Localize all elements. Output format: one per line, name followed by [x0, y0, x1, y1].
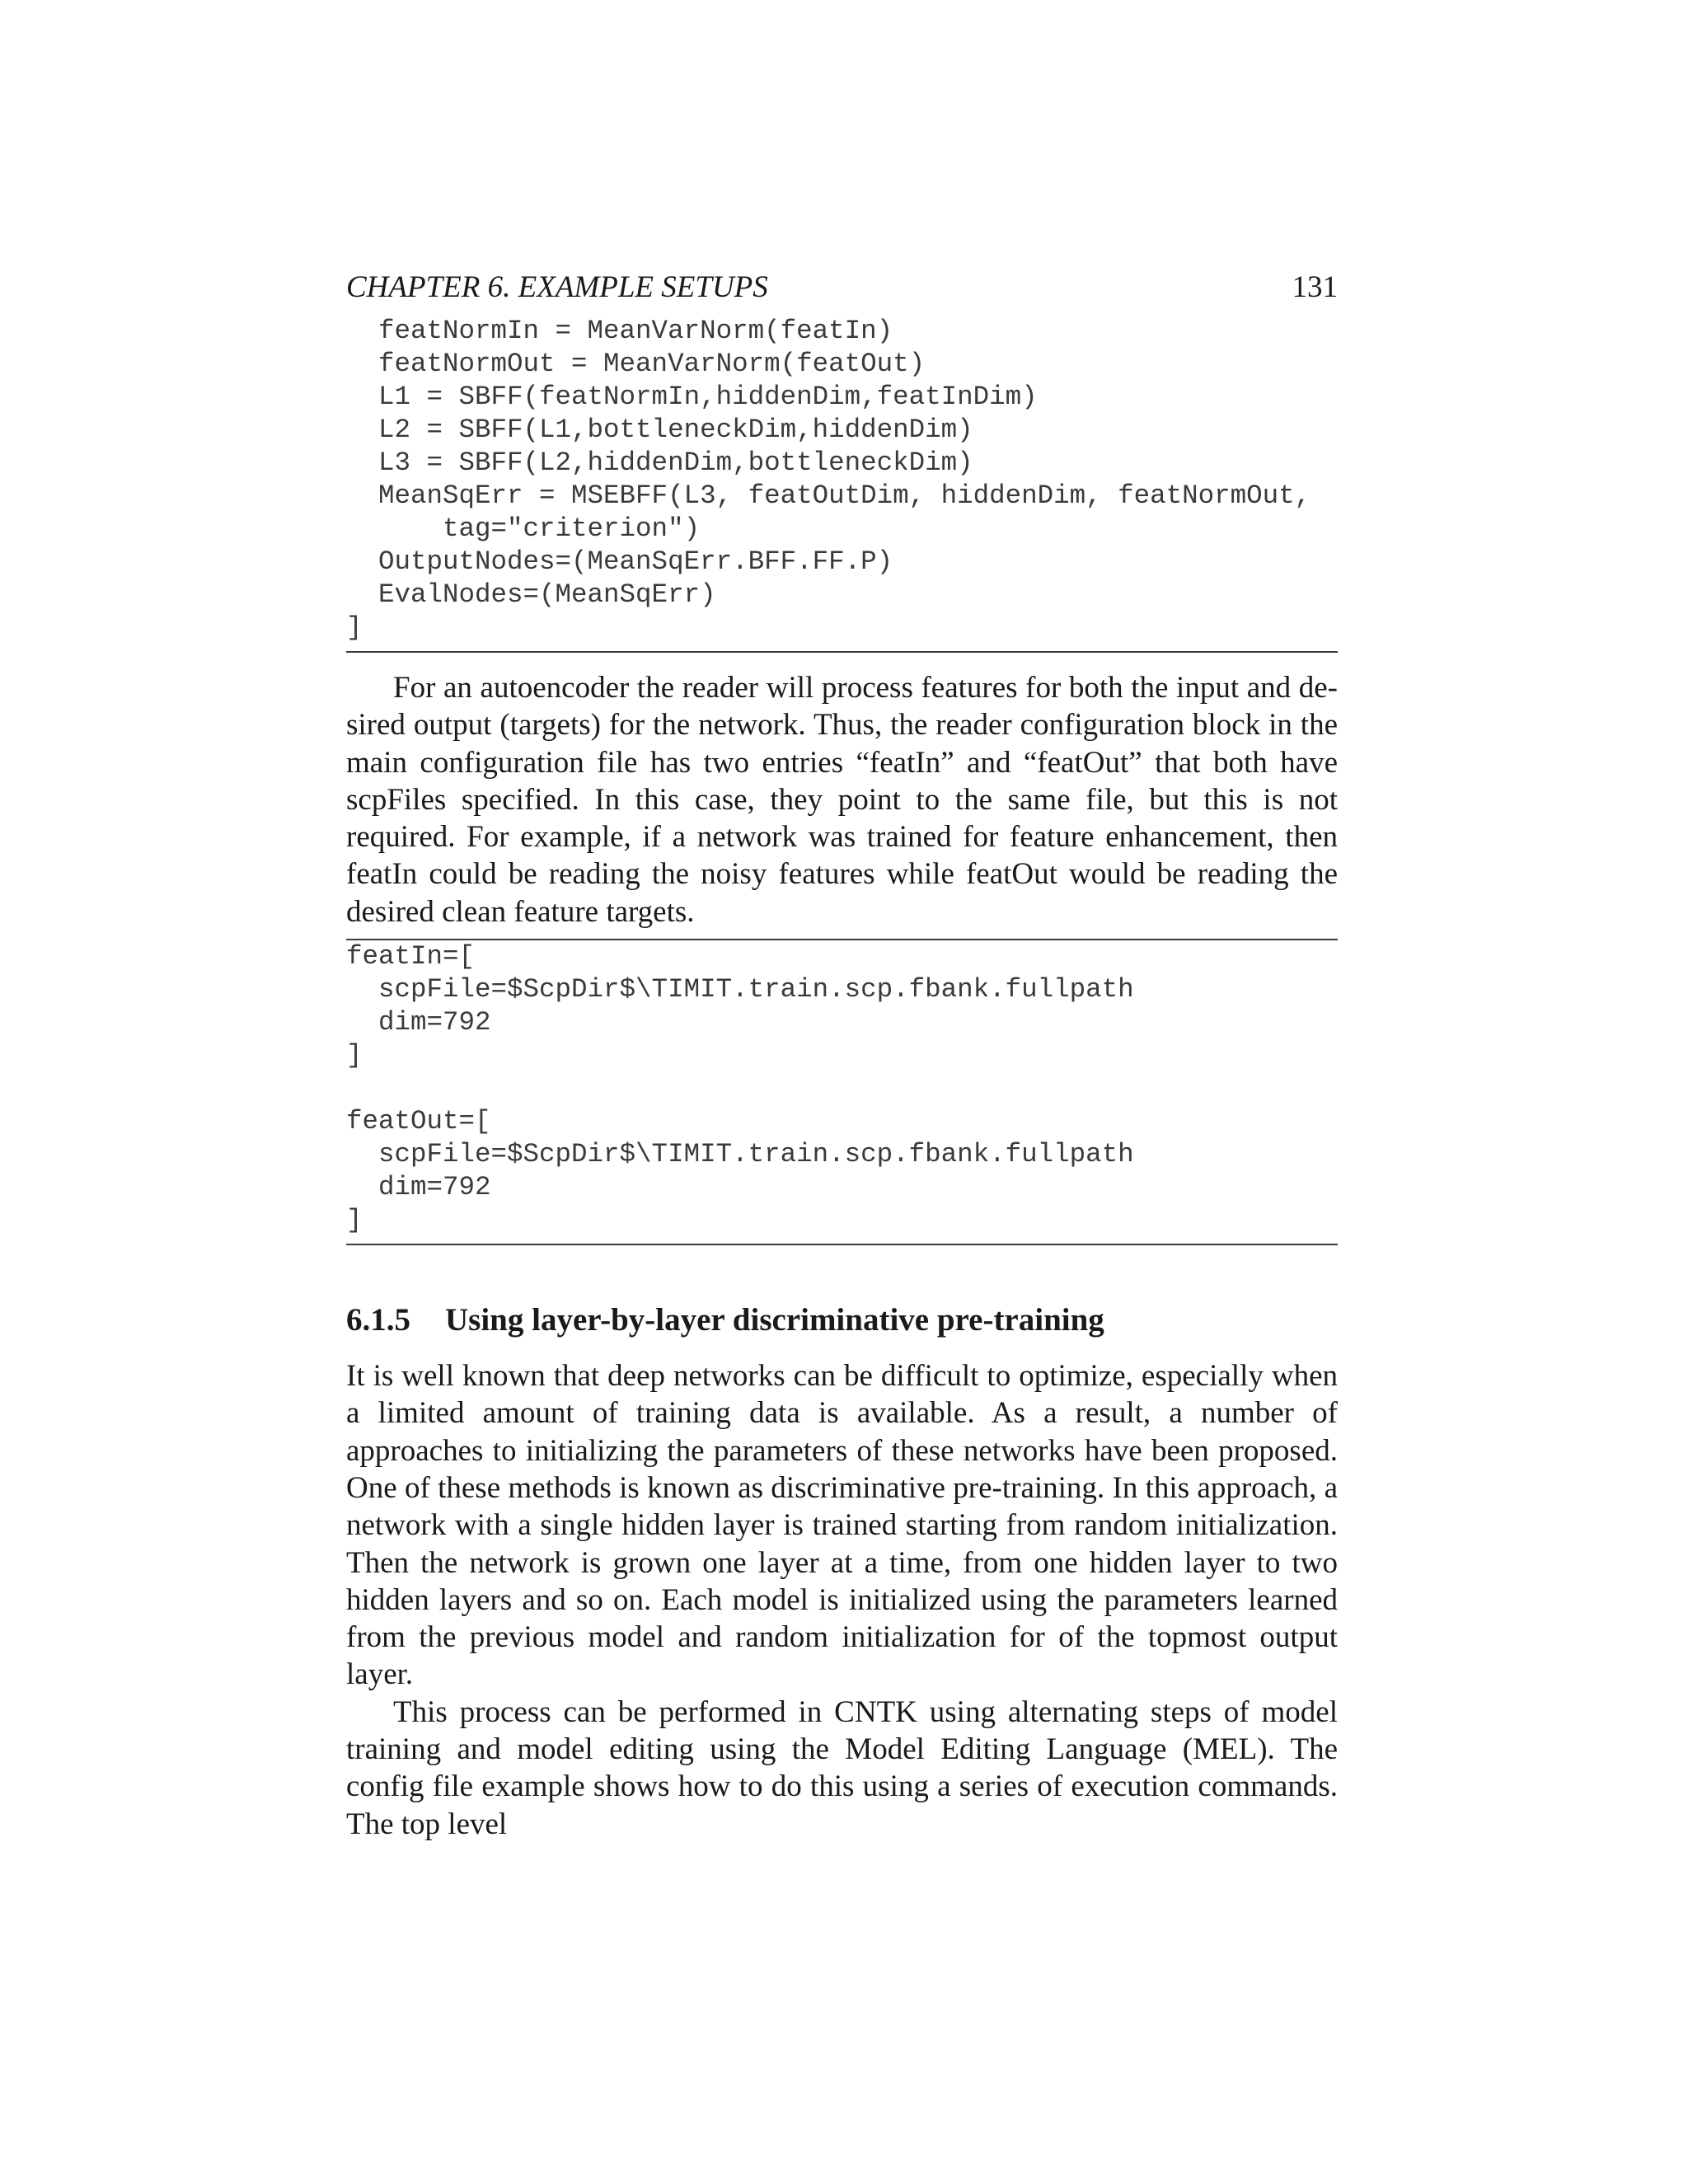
- running-header: [346, 262, 1338, 315]
- section-heading: [346, 1300, 1338, 1341]
- page-number: 131: [1292, 270, 1338, 304]
- section-number: 6.1.5: [346, 1302, 410, 1338]
- chapter-title: CHAPTER 6. EXAMPLE SETUPS: [346, 270, 768, 304]
- code-block-bottom-rule: [346, 651, 1338, 653]
- section-title: Using layer-by-layer discriminative pre-training: [445, 1302, 1104, 1338]
- document-page: [346, 262, 1338, 1843]
- paragraph-pretraining-intro: It is well known that deep networks can be difficult to optimize, especially when a limited amount of training data is available. As a result, a number of approaches to initializing the parameters of these networks have been proposed. One of these methods is known as discriminative pre-training. In this approach, a network with a single hidden layer is trained starting from random initialization. Then the network is grown one layer at a time, from one hidden layer to two hidden layers and so on. Each model is initialized using the parameters learned from the previous model and random initialization for of the topmost output layer.: [346, 1359, 1338, 1692]
- code-block-network-definition: featNormIn = MeanVarNorm(featIn) featNormOut = MeanVarNorm(featOut) L1 = SBFF(featNormIn,hiddenDim,featInDim) L2 = SBFF(L1,bottleneckDim,hiddenDim) L3 = SBFF(L2,hiddenDim,bottleneckDim) MeanSqErr = MSEBFF(L3, featOutDim, hiddenDim, featNormOut, tag="criterion") OutputNodes=(MeanSqErr.BFF.FF.P) EvalNodes=(MeanSqErr) ]: [346, 316, 1311, 643]
- code-block-reader-config: featIn=[ scpFile=$ScpDir$\TIMIT.train.scp.fbank.fullpath dim=792 ] featOut=[ scpFile=$ScpDir$\TIMIT.train.scp.fbank.fullpath dim=792 ]: [346, 941, 1134, 1236]
- paragraph-pretraining-cntk: This process can be performed in CNTK using alternating steps of model training and model editing using the Model Editing Language (MEL). The config file example shows how to do this using a series of execution commands. The top level: [346, 1694, 1338, 1841]
- paragraph-autoencoder-reader: For an autoencoder the reader will process features for both the input and desired output (targets) for the network. Thus, the reader configuration block in the main configuration file has two entries “featIn” and “featOut” that both have scpFiles specified. In this case, they point to the same file, but this is not required. For example, if a network was trained for feature enhancement, then featIn could be reading the noisy features while featOut would be reading the desired clean feature targets.: [346, 671, 1338, 929]
- code-block-bottom-rule: [346, 1244, 1338, 1245]
